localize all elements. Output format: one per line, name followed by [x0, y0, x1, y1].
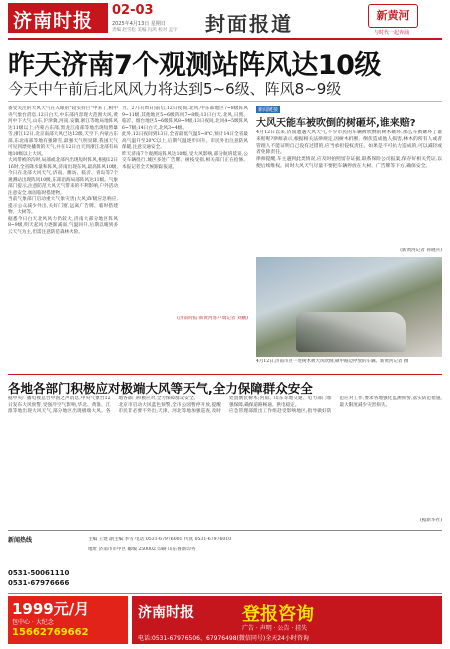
ad-left: [8, 596, 128, 644]
second-story-byline: (据新华社): [420, 518, 442, 523]
ad-left-line: 包中心 · 大纪念: [12, 619, 54, 626]
date-line: 2025年4月13日 星期日: [112, 21, 166, 27]
main-article-continued: 力、27日(周日)前后,12日夜间,北风,中东部地区7~8级阵风9~11级,其他地区5~6级阵风7~8级;13日白天,北风,日照、临沂、烟台地区5~6级阵风8~9级;13日夜间,北风4~5级阵风6~7级;14日白天,北风3~4级。 此外,12日夜间到13日,全省最低气温5~8℃,预计14日全省最高气温升至20℃以上,后期气温逐步回升。市民外出注意防风保暖,注意交通安全。 昨天济南7个观测站阵风达10级,受大风影响,部分航班延误,公交车辆绕行,城区多处广告牌、树枝受损,相关部门正在抢修。本报记者全天候跟踪报道。: [122, 106, 248, 170]
second-story-headline: 各地各部门积极应对极端大风等天气,全力保障群众安全: [8, 381, 313, 396]
main-headline: 昨天济南7个观测站阵风达10级: [8, 50, 381, 81]
side-story-credit: (新黄河记者 孙晓兵): [400, 248, 442, 253]
sub-headline: 今天中午前后北风风力将达到5~6级、阵风8~9级: [8, 80, 342, 98]
second-story-divider: [8, 374, 442, 375]
side-story-tag: 新闻链接: [258, 107, 279, 113]
complaint-phone: 0531-50061110: [8, 569, 70, 577]
main-article-body: 备受关注的大风天气在入眼的"较实持巨"中来了,相中央气象台消息,12日白天,中东部内容现大范围大风,黄河中下大气,山东,沪津冀,河南,安徽,浙江等地局地阵风达11级以上;内蒙古东部,黑龙江南部等地出现短暂暴雪,浙江12日,北京南部大风已达12级,天空下,内蒙古东部,东北南部等地有强降雪,最强天气明显降,我国天气可见到漂亮橘黄的天气,并在12日白天到浙江北部有局地10级以上大风。 大风带被的沟时,局部或北部内出现短时阵风,根据12日16时,全省降水量和阵风,济南出现东风,最高阵风10级,今日在北部大风天气,济南、潍坊、临沂、青岛等7个观测站出现阵风10级,东部沿海局部阵风达11级。气象部门提示,注意防范大风天气带来的不利影响,户外活动注意安全,加固临时搭建物。 当前气象部门启动重大气象灾害(大风)Ⅳ级应急响应,提示公众减少外出,关好门窗,远离广告牌、临时搭建物、大树等。 据悉今日白天北风风力仍较大,济南大部分地区阵风8~9级,明天起风力逐渐减弱,气温回升,后期以晴到多云天气为主,但需注意防范森林火险。: [8, 106, 118, 235]
masthead-logo-box: [8, 3, 108, 33]
ad-right-brand: 济南时报: [138, 605, 194, 621]
footer-row-2: 地址 济南市市中区 邮编 250002 印刷 山东鲁新印务: [88, 547, 196, 552]
slogan: 与时代一起奔涌: [374, 30, 410, 36]
side-story-title: 大风天能车被吹倒的树砸坏,谁来赔?: [256, 118, 416, 129]
ad-left-price: 1999元/月: [12, 600, 90, 618]
photo-vehicle: [296, 312, 406, 352]
photo-caption: 4月12日,济南市区一处树木被大风吹倒,砸中路边停放的车辆。新黄河记者 摄: [256, 359, 409, 364]
main-article-credit: (济南时报·新黄河客户端记者 刘鹏): [177, 316, 248, 321]
ad-right-title: 登报咨询: [242, 604, 314, 625]
side-story-body: 4月12日以来,济南遭遇大风天气,不少市民的车辆被吹倒的树木砸坏,那么车被砸坏了谁来赔呢?律师表示,根据相关法律规定,因树木折断、倒伏造成他人损害,林木的所有人或者管理人不能证明自己没有过错的,应当承担侵权责任。如果是不可抗力造成的,可以减轻或者免除责任。 律师提醒,车主遇到此类情况,应及时拍照留存证据,联系保险公司报案,保存好相关凭证,以便后续维权。同时大风天气尽量不要把车辆停放在大树、广告牌等下方,确保安全。: [256, 130, 442, 169]
footer-row-1: 主编 王建 副主编 李雪 电话 0531-67976001 传真 0531-67976010: [88, 537, 232, 542]
complaint-phone-2: 0531-67976666: [8, 579, 70, 587]
ad-right-phone: 电话:0531-67976506、67976498(微信同号)全天24小时咨询: [138, 635, 309, 642]
second-story-body: 据中央广播电视总台中国之声消息,中央气象台12日发布大风预警,受强冷空气影响,华北、黄淮、江淮等地出现大风天气,部分地区出现极端大风。各地各部门积极应对,全力保障群众安全。 北京市启动大风蓝色预警,全市公园暂停开放,提醒市民非必要不外出;天津、河北等地加强巡查,及时处置倒伏树木;河南、山东等地交通、电力部门加强保障,确保道路畅通、供电稳定。 应急管理部派出工作组赴受影响地区,指导做好防范应对工作,要求各地强化监测预警,落实防范措施,最大限度减少灾害损失。: [8, 396, 442, 414]
headline-divider: [8, 101, 442, 102]
page-number: 02-03: [112, 3, 154, 18]
ad-right-line: 广告 · 声明 · 公告 · 挂失: [242, 625, 308, 632]
masthead-rule: [8, 38, 442, 40]
editor-line: 责编 赵雪松 美编 冯鸿 校对 孟宇: [112, 28, 178, 33]
news-photo: [256, 257, 442, 357]
ad-left-phone: 15662769662: [12, 627, 89, 638]
footer-strip: [8, 530, 442, 594]
brand-logo: 新黄河: [368, 4, 418, 28]
paper-name: 济南时报: [13, 10, 94, 32]
ad-right: [132, 596, 442, 644]
complaint-label: 新闻热线: [8, 537, 33, 544]
section-title: 封面报道: [205, 12, 293, 36]
